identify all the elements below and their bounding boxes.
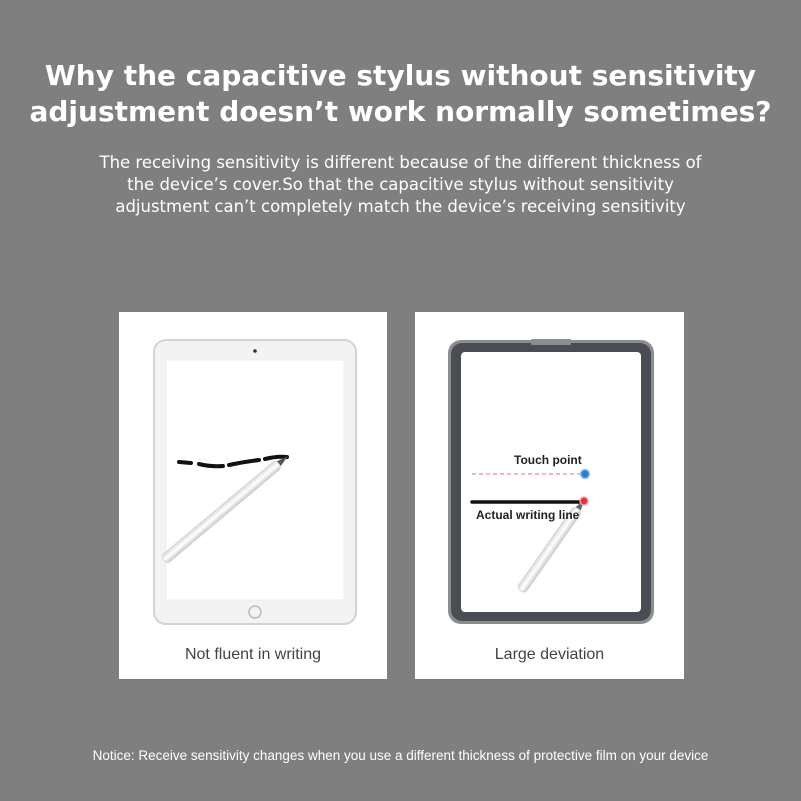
headline (0, 58, 801, 130)
card-not-fluent (119, 312, 387, 679)
tablet-home-button-illustration (119, 312, 387, 679)
writing-line-label: Actual writing line (476, 508, 580, 522)
subtitle-line-2: the device’s cover.So that the capacitive stylus without sensitivity (127, 175, 674, 194)
card-large-deviation (415, 312, 684, 679)
caption-large-deviation: Large deviation (494, 646, 605, 663)
touch-point-dot (581, 470, 590, 479)
subtitle-line-3: adjustment can’t completely match the device’s receiving sensitivity (115, 197, 686, 216)
subtitle (40, 152, 761, 218)
writing-point-dot (580, 497, 588, 505)
notice-text: Notice: Receive sensitivity changes when you use a different thickness of protective film on your device (92, 748, 709, 763)
touch-point-label: Touch point (514, 453, 582, 467)
headline-line-2: adjustment doesn’t work normally sometimes? (29, 95, 772, 128)
caption-not-fluent: Not fluent in writing (184, 646, 322, 663)
subtitle-line-1: The receiving sensitivity is different because of the different thickness of (99, 153, 702, 172)
tablet-bezel-illustration (415, 312, 684, 679)
headline-line-1: Why the capacitive stylus without sensitivity (44, 59, 757, 92)
